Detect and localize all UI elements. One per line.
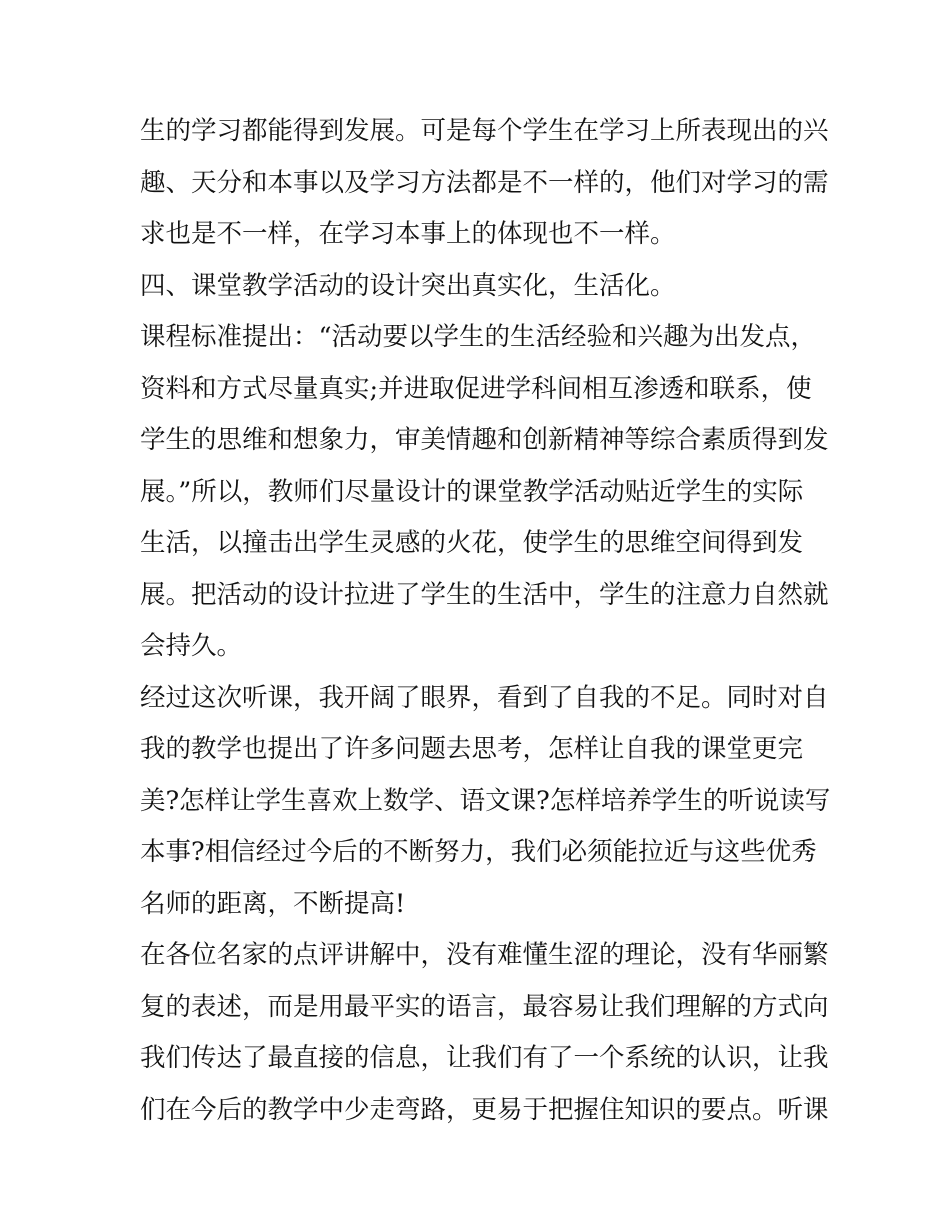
text-line: 会持久。 xyxy=(140,631,243,661)
text-line: 趣、天分和本事以及学习方法都是不一样的，他们对学习的需 xyxy=(140,167,829,198)
text-line: 生的学习都能得到发展。可是每个学生在学习上所表现出的兴 xyxy=(140,116,829,146)
text-line: 复的表述，而是用最平实的语言，最容易让我们理解的方式向 xyxy=(140,991,829,1022)
text-line: 本事?相信经过今后的不断努力，我们必须能拉近与这些优秀 xyxy=(140,837,817,867)
text-line: 展。把活动的设计拉进了学生的生活中，学生的注意力自然就 xyxy=(140,579,829,610)
text-line: 们在今后的教学中少走弯路，更易于把握住知识的要点。听课 xyxy=(140,1094,829,1125)
text-line: 我们传达了最直接的信息，让我们有了一个系统的认识，让我 xyxy=(140,1043,829,1073)
text-line: 学生的思维和想象力，审美情趣和创新精神等综合素质得到发 xyxy=(140,425,829,455)
section-heading: 四、课堂教学活动的设计突出真实化，生活化。 xyxy=(140,270,676,301)
text-line: 经过这次听课，我开阔了眼界，看到了自我的不足。同时对自 xyxy=(140,682,829,713)
text-line: 资料和方式尽量真实;并进取促进学科间相互渗透和联系，使 xyxy=(140,373,812,404)
text-line: 求也是不一样，在学习本事上的体现也不一样。 xyxy=(140,219,676,249)
text-line: 生活，以撞击出学生灵感的火花，使学生的思维空间得到发 xyxy=(140,528,804,558)
text-line: 美?怎样让学生喜欢上数学、语文课?怎样培养学生的听说读写 xyxy=(140,785,831,816)
text-line: 我的教学也提出了许多问题去思考，怎样让自我的课堂更完 xyxy=(140,734,804,764)
text-line: 课程标准提出：“活动要以学生的生活经验和兴趣为出发点， xyxy=(140,322,817,352)
text-line: 在各位名家的点评讲解中，没有难懂生涩的理论，没有华丽繁 xyxy=(140,940,829,970)
text-line: 名师的距离，不断提高! xyxy=(140,888,406,919)
text-line: 展。”所以，教师们尽量设计的课堂教学活动贴近学生的实际 xyxy=(140,476,804,507)
body-text xyxy=(140,106,831,1136)
